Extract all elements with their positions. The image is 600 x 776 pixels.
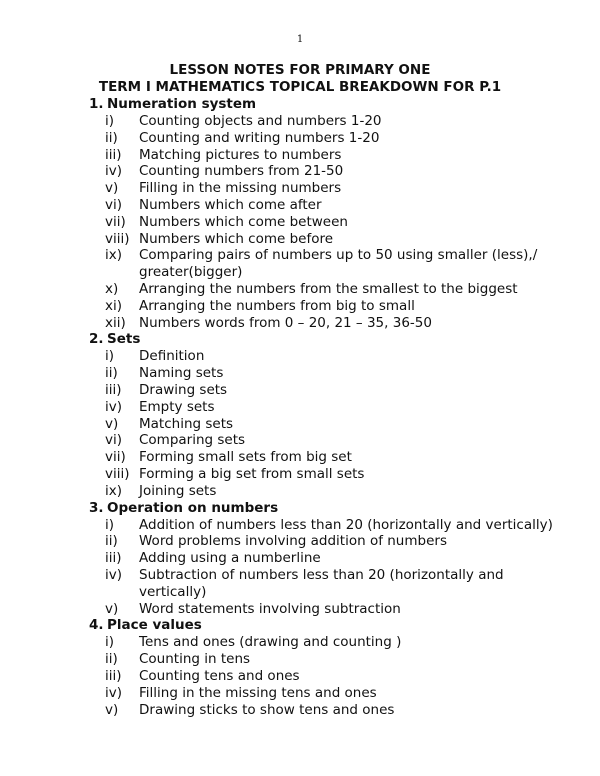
list-item-numeral: v) xyxy=(105,701,119,718)
list-item xyxy=(89,399,569,416)
section-number: 2. xyxy=(89,331,104,348)
list-item xyxy=(89,483,569,500)
list-item-numeral: ii) xyxy=(105,651,118,668)
list-item-numeral: v) xyxy=(105,600,119,617)
topic-list xyxy=(89,96,569,718)
list-item xyxy=(89,517,569,534)
list-item-text: Counting tens and ones xyxy=(139,667,300,684)
list-item-numeral: v) xyxy=(105,415,119,432)
list-item-numeral: iv) xyxy=(105,684,123,701)
section-item-list xyxy=(89,113,569,331)
list-item-numeral: i) xyxy=(105,634,115,651)
list-item-text: Numbers which come before xyxy=(139,230,334,247)
list-item-text: Comparing sets xyxy=(139,432,246,449)
list-item xyxy=(89,668,569,685)
list-item-numeral: iii) xyxy=(105,381,122,398)
list-item-numeral: x) xyxy=(105,280,119,297)
list-item xyxy=(89,180,569,197)
list-item xyxy=(89,197,569,214)
section-heading xyxy=(89,500,569,517)
list-item-text: Drawing sticks to show tens and ones xyxy=(139,701,395,718)
document-title xyxy=(0,62,600,96)
list-item-text: Numbers which come after xyxy=(139,196,322,213)
list-item xyxy=(89,130,569,147)
list-item xyxy=(89,348,569,365)
page-number: 1 xyxy=(296,34,304,45)
list-item xyxy=(89,147,569,164)
list-item-text: Arranging the numbers from the smallest to the biggest xyxy=(139,280,518,297)
section-title: Sets xyxy=(107,331,141,348)
list-item-numeral: ix) xyxy=(105,482,123,499)
list-item xyxy=(89,113,569,130)
list-item-text: Filling in the missing numbers xyxy=(139,180,342,197)
list-item-text: Forming a big set from small sets xyxy=(139,465,365,482)
list-item xyxy=(89,214,569,231)
list-item-numeral: xi) xyxy=(105,297,123,314)
list-item-numeral: vi) xyxy=(105,432,123,449)
section-heading xyxy=(89,96,569,113)
list-item-numeral: iv) xyxy=(105,398,123,415)
list-item-numeral: v) xyxy=(105,180,119,197)
section-heading xyxy=(89,331,569,348)
list-item-numeral: iii) xyxy=(105,146,122,163)
list-item-text: Numbers which come between xyxy=(139,213,348,230)
list-item xyxy=(89,163,569,180)
list-item xyxy=(89,567,569,601)
list-item-numeral: ii) xyxy=(105,365,118,382)
list-item xyxy=(89,432,569,449)
list-item-numeral: ix) xyxy=(105,247,123,264)
list-item-text: Drawing sets xyxy=(139,381,228,398)
list-item-text: Word statements involving subtraction xyxy=(139,600,401,617)
list-item xyxy=(89,601,569,618)
list-item-text: Addition of numbers less than 20 (horizontally and vertically) xyxy=(139,516,553,533)
list-item xyxy=(89,685,569,702)
section-title: Place values xyxy=(107,617,202,634)
list-item xyxy=(89,449,569,466)
list-item-text: Forming small sets from big set xyxy=(139,449,352,466)
list-item-numeral: viii) xyxy=(105,465,130,482)
list-item-numeral: ii) xyxy=(105,533,118,550)
title-line-1: LESSON NOTES FOR PRIMARY ONE xyxy=(169,62,431,78)
list-item xyxy=(89,466,569,483)
section-number: 4. xyxy=(89,617,104,634)
list-item-numeral: ii) xyxy=(105,129,118,146)
list-item xyxy=(89,651,569,668)
list-item xyxy=(89,416,569,433)
list-item-text: Subtraction of numbers less than 20 (horizontally and vertically) xyxy=(139,566,504,600)
list-item-numeral: i) xyxy=(105,516,115,533)
list-item xyxy=(89,533,569,550)
list-item xyxy=(89,634,569,651)
list-item-numeral: viii) xyxy=(105,230,130,247)
section-number: 1. xyxy=(89,96,104,112)
list-item-text: Naming sets xyxy=(139,365,224,382)
list-item-text: Definition xyxy=(139,348,205,365)
list-item xyxy=(89,231,569,248)
list-item xyxy=(89,365,569,382)
list-item-numeral: iii) xyxy=(105,667,122,684)
list-item-numeral: vii) xyxy=(105,449,126,466)
list-item xyxy=(89,550,569,567)
section-number: 3. xyxy=(89,499,104,516)
list-item-text: Counting objects and numbers 1-20 xyxy=(139,113,382,129)
section-title: Numeration system xyxy=(107,96,257,112)
list-item-numeral: iv) xyxy=(105,163,123,180)
list-item xyxy=(89,247,569,281)
list-item-text: Counting and writing numbers 1-20 xyxy=(139,129,380,146)
list-item-numeral: xii) xyxy=(105,314,126,331)
section-heading xyxy=(89,617,569,634)
list-item-numeral: vi) xyxy=(105,196,123,213)
list-item-text: Word problems involving addition of numbers xyxy=(139,533,447,550)
list-item xyxy=(89,281,569,298)
list-item-numeral: i) xyxy=(105,348,115,365)
list-item xyxy=(89,702,569,719)
list-item xyxy=(89,382,569,399)
list-item-text: Counting numbers from 21-50 xyxy=(139,163,344,180)
title-line-2: TERM I MATHEMATICS TOPICAL BREAKDOWN FOR P.1 xyxy=(98,79,502,95)
list-item-text: Tens and ones (drawing and counting ) xyxy=(139,634,402,651)
list-item-text: Comparing pairs of numbers up to 50 using smaller (less),/ greater(bigger) xyxy=(139,247,538,281)
list-item xyxy=(89,298,569,315)
list-item-text: Filling in the missing tens and ones xyxy=(139,684,377,701)
section-item-list xyxy=(89,348,569,499)
list-item-text: Adding using a numberline xyxy=(139,550,321,567)
list-item-text: Matching pictures to numbers xyxy=(139,146,342,163)
list-item-numeral: iii) xyxy=(105,550,122,567)
list-item-text: Matching sets xyxy=(139,415,234,432)
list-item-numeral: vii) xyxy=(105,213,126,230)
list-item-text: Joining sets xyxy=(139,482,217,499)
section-item-list xyxy=(89,634,569,718)
list-item-text: Empty sets xyxy=(139,398,215,415)
list-item-text: Arranging the numbers from big to small xyxy=(139,297,415,314)
list-item xyxy=(89,315,569,332)
list-item-text: Counting in tens xyxy=(139,651,251,668)
list-item-text: Numbers words from 0 – 20, 21 – 35, 36-50 xyxy=(139,314,432,331)
list-item-numeral: iv) xyxy=(105,566,123,583)
section-title: Operation on numbers xyxy=(107,499,279,516)
list-item-numeral: i) xyxy=(105,113,115,129)
section-item-list xyxy=(89,517,569,618)
